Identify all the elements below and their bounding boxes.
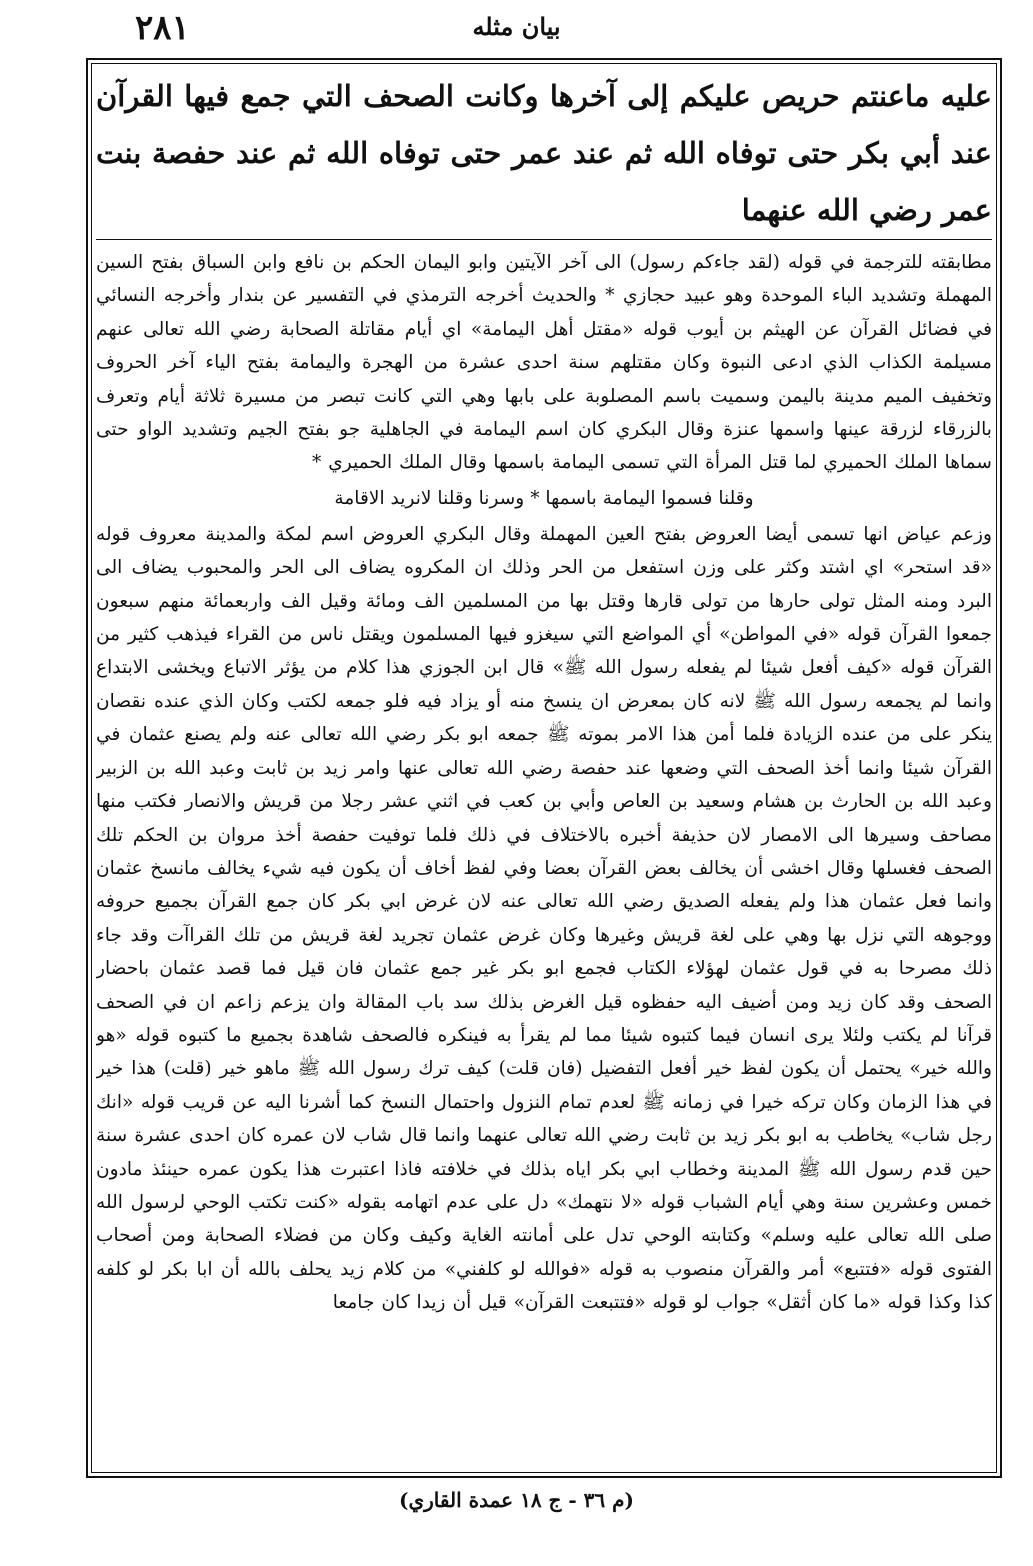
page-body (96, 68, 992, 1468)
page-number: ٢٨١ (135, 8, 190, 48)
footer-signature: (م ٣٦ - ج ١٨ عمدة القاري) (399, 1488, 634, 1512)
hadith-text: عليه ماعنتم حريص عليكم إلى آخرها وكانت الصحف التي جمع فيها القرآن عند أبي بكر حتى توفاه الله ثم عند عمر حتى توفاه الله ثم عند حفصة بنت عمر رضي الله عنهما (96, 79, 992, 227)
commentary-paragraph-2: وزعم عياض انها تسمى أيضا العروض بفتح العين المهملة وقال البكري العروض اسم لمكة والمدينة معروف قوله «قد استحر» اي اشتد وكثر على وزن استفعل من الحر وذلك ان المكروه يضاف الى الحر والمحبوب يضاف الى البرد ومنه المثل تولى حارها من تولى قارها وقتل بها من المسلمين الف ومائة وقيل الف واربعمائة منهم سبعون جمعوا القرآن قوله «في المواطن» أي المواضع التي سيغزو فيها المسلمون ويقتل ناس من القراء فيذهب كثير من القرآن قوله «كيف أفعل شيئا لم يفعله رسول الله ﷺ» قال ابن الجوزي هذا كلام من يؤثر الاتباع ويخشى الابتداع وانما لم يجمعه رسول الله ﷺ لانه كان بمعرض ان ينسخ منه أو يزاد فيه فلو جمعه لكتب وكان الذي عنده نقصان ينكر على من عنده الزيادة فلما أمن هذا الامر بموته ﷺ جمعه ابو بكر رضي الله تعالى عنه ولم يصنع عثمان في القرآن شيئا وانما أخذ الصحف التي وضعها عند حفصة رضي الله تعالى عنها وامر زيد بن ثابت وعبد الله بن الزبير وعبد الله بن الحارث بن هشام وسعيد بن العاص وأبي بن كعب في اثني عشر رجلا من قريش والانصار فكتب منها مصاحف وسيرها الى الامصار لان حذيفة أخبره بالاختلاف في ذلك فلما توفيت حفصة أخذ مروان بن الحكم تلك الصحف فغسلها وقال اخشى أن يخالف بعض القرآن بعضا وفي لفظ أخاف أن يكون فيه شيء يخالف مانسخ عثمان وانما فعل عثمان هذا ولم يفعله الصديق رضي الله تعالى عنه لان غرض ابي بكر كان جمع القرآن بجميع حروفه ووجوهه التي نزل بها وهي على لغة قريش وغيرها وكان غرض عثمان تجريد لغة قريش من تلك القراآت وقد جاء ذلك مصرحا به في قول عثمان لهؤلاء الكتاب فجمع ابو بكر غير جمع عثمان فان قيل فما قصد عثمان باحضار الصحف وقد كان زيد ومن أضيف اليه حفظوه قيل الغرض بذلك سد باب المقالة وان يزعم زاعم ان في الصحف قرآنا لم يكتب ولئلا يرى انسان فيما كتبوه شيئا مما لم يقرأ به فينكره فالصحف شاهدة بجميع ما كتبوه قوله «هو والله خير» يحتمل أن يكون لفظ خير أفعل التفضيل (فان قلت) كيف ترك رسول الله ﷺ ماهو خير (قلت) هذا خير في هذا الزمان وكان تركه خيرا في زمانه ﷺ لعدم تمام النزول واحتمال النسخ كما أشرنا اليه عن قريب قوله «انك رجل شاب» يخاطب به ابو بكر زيد بن ثابت رضي الله تعالى عنهما وانما قال شاب لان عمره كان احدى عشرة سنة حين قدم رسول الله ﷺ المدينة وخطاب ابي بكر اياه بذلك في خلافته فاذا اعتبرت هذا يكون عمره حينئذ مادون خمس وعشرين سنة وهي أيام الشباب قوله «لا نتهمك» دل على عدم اتهامه بقوله «كنت تكتب الوحي لرسول الله صلى الله تعالى عليه وسلم» وكتابته الوحي تدل على أمانته الغاية وكيف وكان من فضلاء الصحابة ومن أصحاب الفتوى قوله «فتتبع» أمر والقرآن منصوب به قوله «فوالله لو كلفني» من كلام زيد يحلف بالله أن ابا بكر لو كلفه كذا وكذا قوله «ما كان أثقل» جواب لو قوله «فتتبعت القرآن» قيل أن زيدا كان جامعا (96, 523, 992, 1314)
commentary-paragraph-1: مطابقته للترجمة في قوله (لقد جاءكم رسول) الى آخر الآيتين وابو اليمان الحكم بن نافع وابن السباق بفتح السين المهملة وتشديد الباء الموحدة وهو عبيد حجازي * والحديث أخرجه الترمذي في التفسير عن بندار وأخرجه النسائي في فضائل القرآن عن الهيثم بن أيوب قوله «مقتل أهل اليمامة» اي أيام مقاتلة الصحابة رضي الله تعالى عنهم مسيلمة الكذاب الذي ادعى النبوة وكان مقتلهم سنة احدى عشرة من الهجرة واليمامة بفتح الياء آخر الحروف وتخفيف الميم مدينة باليمن وسميت باسم المصلوبة على بابها وهي التي كانت تبصر من مسيرة ثلاثة أيام وتعرف بالزرقاء لزرقة عينها واسمها عنزة وقال البكري كان اسم اليمامة في الجاهلية جو بفتح الجيم وتشديد الواو حتى سماها الملك الحميري لما قتل المرأة التي تسمى اليمامة باسمها وقال الملك الحميري * (96, 252, 992, 474)
divider-rule (96, 239, 992, 240)
poetry-verse: وقلنا فسموا اليمامة باسمها * وسرنا وقلنا لانريد الاقامة (334, 487, 754, 509)
running-title: بيان مثله (472, 12, 561, 41)
page-frame (86, 58, 1002, 1478)
